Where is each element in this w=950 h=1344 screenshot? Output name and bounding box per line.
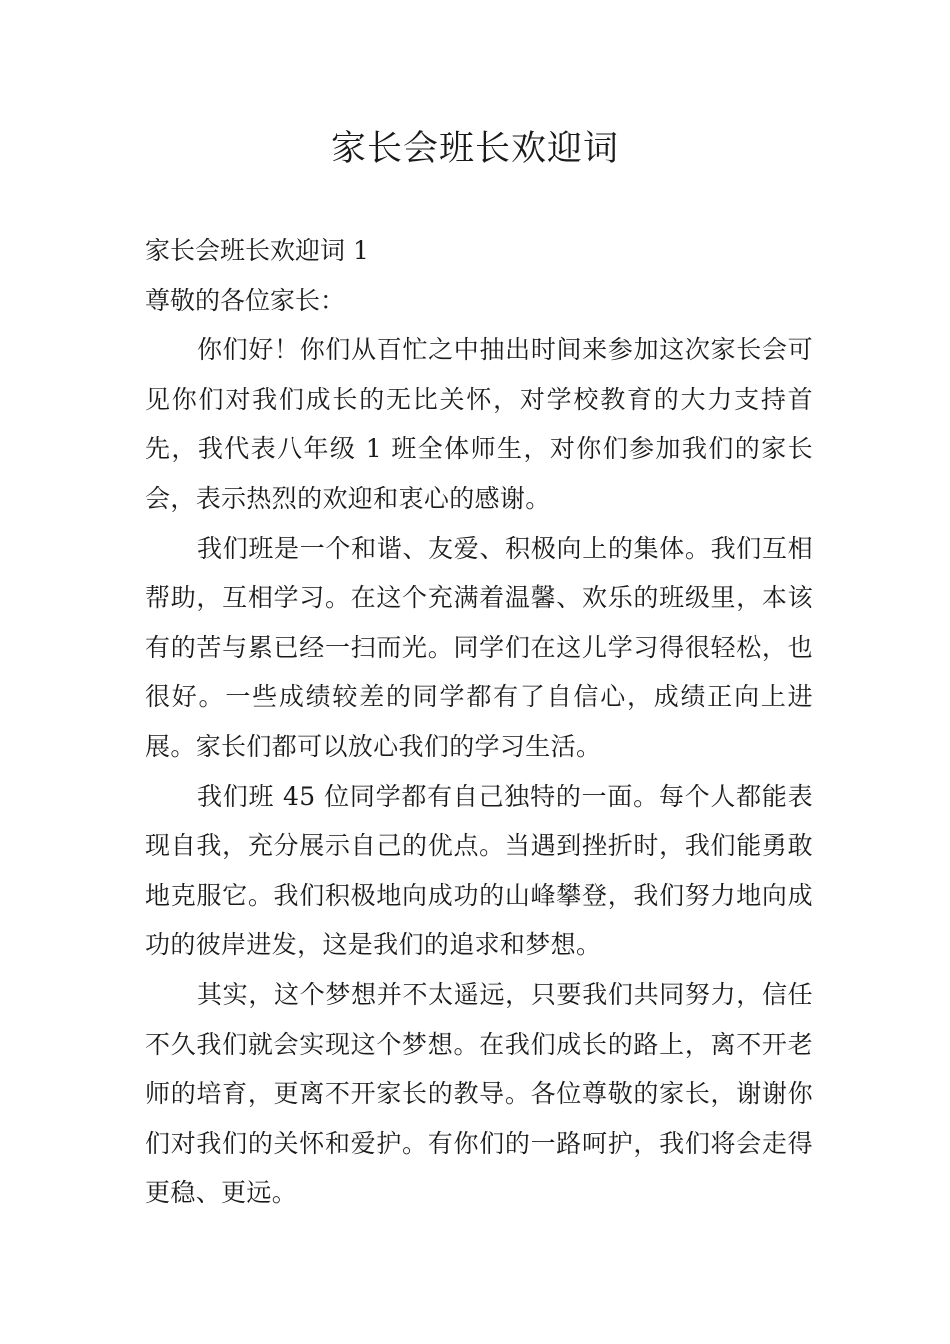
paragraph: 我们班 45 位同学都有自己独特的一面。每个人都能表现自我，充分展示自己的优点。当遇到挫折时，我们能勇敢地克服它。我们积极地向成功的山峰攀登，我们努力地向成功的彼岸进发，这是我们的追求和梦想。: [145, 781, 813, 960]
paragraph: 我们班是一个和谐、友爱、积极向上的集体。我们互相帮助，互相学习。在这个充满着温馨、欢乐的班级里，本该有的苦与累已经一扫而光。同学们在这儿学习得很轻松，也很好。一些成绩较差的同学都有了自信心，成绩正向上进展。家长们都可以放心我们的学习生活。: [145, 533, 813, 761]
document-title: 家长会班长欢迎词: [330, 129, 619, 169]
paragraph: 你们好！你们从百忙之中抽出时间来参加这次家长会可见你们对我们成长的无比关怀，对学校教育的大力支持首先，我代表八年级 1 班全体师生，对你们参加我们的家长会，表示热烈的欢迎和衷心的感谢。: [145, 335, 813, 513]
salutation: 尊敬的各位家长：: [145, 285, 346, 315]
document-subtitle: 家长会班长欢迎词 1: [145, 236, 369, 265]
document-body: [145, 226, 813, 1218]
paragraph: 其实，这个梦想并不太遥远，只要我们共同努力，信任不久我们就会实现这个梦想。在我们成长的路上，离不开老师的培育，更离不开家长的教导。各位尊敬的家长，谢谢你们对我们的关怀和爱护。有你们的一路呵护，我们将会走得更稳、更远。: [145, 979, 813, 1208]
